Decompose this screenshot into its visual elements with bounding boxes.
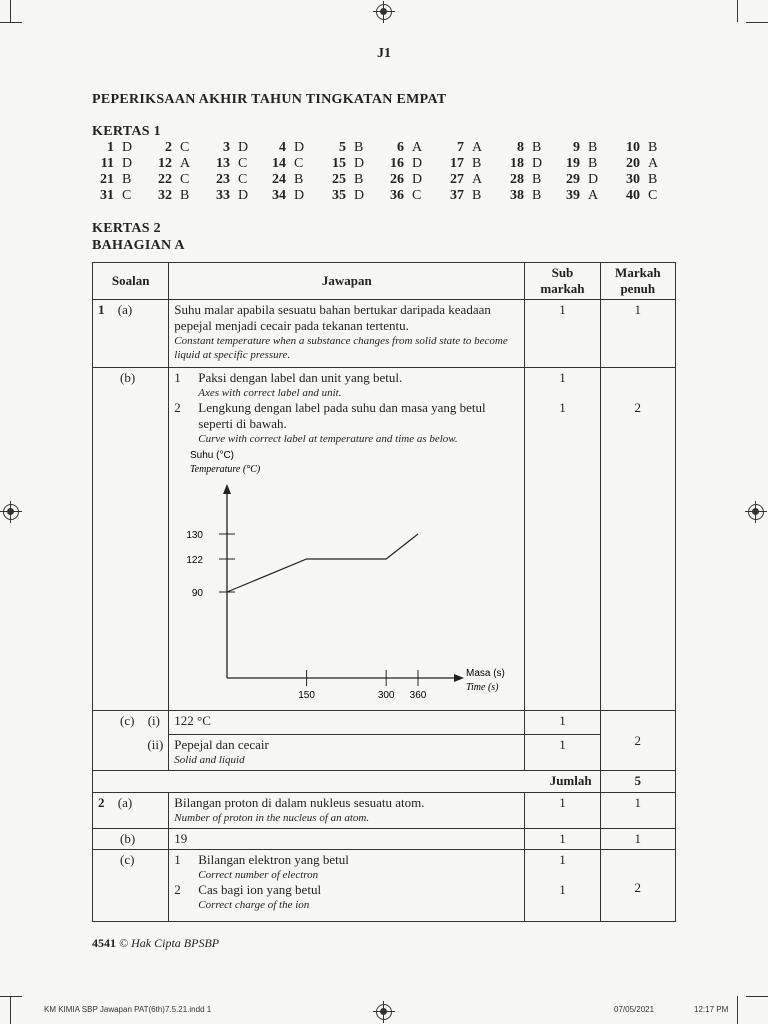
answer-translation: Curve with correct label at temperature and time as below. <box>198 433 458 445</box>
mcq-answer <box>92 140 132 156</box>
total-value: 5 <box>600 771 675 793</box>
full-mark: 1 <box>600 829 675 850</box>
x-tick-label: 150 <box>298 690 316 701</box>
table-row <box>93 793 676 829</box>
question-number: 1 <box>98 302 105 317</box>
mcq-answer <box>442 140 482 156</box>
question-cell <box>93 735 169 771</box>
mcq-question-number: 9 <box>573 140 580 155</box>
mcq-question-number: 25 <box>332 172 346 187</box>
answer-translation: Correct number of electron <box>198 869 319 881</box>
mcq-answer-letter: B <box>588 140 598 155</box>
mcq-question-number: 4 <box>279 140 286 155</box>
table-row <box>93 735 676 771</box>
full-mark <box>600 850 675 922</box>
answer-text: Paksi dengan label dan unit yang betul. <box>198 370 403 385</box>
answer-text: Bilangan elektron yang betul <box>198 852 349 867</box>
mcq-answer-letter: D <box>122 156 133 171</box>
mcq-question-number: 6 <box>397 140 404 155</box>
mcq-answer-letter: C <box>238 156 248 171</box>
answer-translation: Correct charge of the ion <box>198 899 310 911</box>
table-header-row <box>93 263 676 300</box>
mcq-answer-letter: B <box>532 140 542 155</box>
question-part: (c) <box>120 713 135 728</box>
mcq-answer <box>502 140 541 156</box>
mcq-answer-letter: A <box>472 172 483 187</box>
sub-mark-cell <box>525 368 600 711</box>
mcq-question-number: 35 <box>332 188 346 203</box>
mcq-question-number: 2 <box>165 140 172 155</box>
mcq-answer <box>208 172 247 188</box>
x-tick-label: 360 <box>409 690 427 701</box>
item-number: 2 <box>174 882 181 897</box>
mcq-question-number: 24 <box>272 172 286 187</box>
sub-mark: 1 <box>525 711 600 735</box>
full-mark <box>600 711 675 771</box>
question-part: (a) <box>117 302 133 317</box>
mcq-answer <box>502 156 542 172</box>
mcq-question-number: 18 <box>510 156 524 171</box>
full-mark <box>600 368 675 711</box>
y-axis-label: Suhu (°C) <box>190 450 235 461</box>
print-slug-file: KM KIMIA SBP Jawapan PAT(6th)7.5.21.indd 1 <box>44 1005 212 1014</box>
mcq-question-number: 23 <box>216 172 230 187</box>
sub-mark: 1 <box>559 400 566 415</box>
mcq-question-number: 11 <box>100 156 114 171</box>
page-title: PEPERIKSAAN AKHIR TAHUN TINGKATAN EMPAT <box>92 92 447 107</box>
mcq-answer <box>442 188 481 204</box>
question-cell <box>93 711 169 735</box>
item-number: 1 <box>174 370 181 385</box>
mcq-answer <box>618 156 658 172</box>
item-number: 2 <box>174 400 181 415</box>
full-mark-value: 2 <box>634 400 642 415</box>
mcq-question-number: 28 <box>510 172 524 187</box>
x-axis-label: Masa (s) <box>466 668 506 679</box>
mcq-question-number: 31 <box>100 188 114 203</box>
kertas2-heading: KERTAS 2 <box>92 221 161 236</box>
y-axis-label-en: Temperature (°C) <box>190 464 261 475</box>
question-cell <box>93 368 169 711</box>
x-axis-arrow-icon <box>454 674 464 682</box>
mcq-answer-letter: A <box>180 156 191 171</box>
mcq-question-number: 17 <box>450 156 464 171</box>
mcq-question-number: 21 <box>100 172 114 187</box>
mcq-answer-letter: C <box>238 172 248 187</box>
copyright: © Hak Cipta BPSBP <box>119 936 220 950</box>
table-row <box>93 829 676 850</box>
mcq-answer-letter: B <box>532 172 542 187</box>
question-cell <box>93 850 169 922</box>
answer-table <box>92 262 676 922</box>
crop-mark <box>10 0 11 22</box>
mcq-answer <box>324 156 364 172</box>
mcq-question-number: 29 <box>566 172 580 187</box>
total-label: Jumlah <box>93 771 601 793</box>
mcq-answer <box>558 172 598 188</box>
crop-mark <box>737 996 738 1024</box>
mcq-answer <box>618 188 657 204</box>
mcq-question-number: 20 <box>626 156 640 171</box>
mcq-answer-letter: B <box>354 172 364 187</box>
mcq-question-number: 15 <box>332 156 346 171</box>
mcq-answer <box>150 156 190 172</box>
y-tick-label: 130 <box>186 530 204 541</box>
mcq-answer <box>92 156 132 172</box>
mcq-answer-letter: C <box>412 188 422 203</box>
full-mark: 1 <box>600 300 675 368</box>
answer-text: Lengkung dengan label pada suhu dan masa yang betul seperti di bawah. <box>198 400 486 431</box>
mcq-question-number: 27 <box>450 172 464 187</box>
mcq-answer-letter: B <box>648 140 658 155</box>
mcq-answer-letter: C <box>294 156 304 171</box>
question-part: (a) <box>117 795 133 810</box>
question-part: (b) <box>120 370 136 385</box>
kertas1-heading: KERTAS 1 <box>92 124 161 139</box>
sub-mark-cell <box>525 850 600 922</box>
full-mark-value: 2 <box>634 732 642 748</box>
answer-cell <box>169 793 525 829</box>
crop-mark <box>737 0 738 22</box>
mcq-answer-letter: A <box>588 188 599 203</box>
mcq-answer-letter: A <box>472 140 483 155</box>
sub-mark: 1 <box>559 370 566 385</box>
mcq-answer-letter: D <box>238 140 249 155</box>
page-number: J1 <box>377 46 391 61</box>
answer-cell <box>169 735 525 771</box>
section-heading: BAHAGIAN A <box>92 238 185 253</box>
mcq-answer <box>382 156 422 172</box>
mcq-answer-letter: A <box>648 156 659 171</box>
table-row <box>93 711 676 735</box>
mcq-question-number: 5 <box>339 140 346 155</box>
mcq-answer <box>92 172 131 188</box>
mcq-question-number: 26 <box>390 172 404 187</box>
mcq-question-number: 1 <box>107 140 114 155</box>
mcq-question-number: 34 <box>272 188 286 203</box>
registration-mark-icon <box>376 4 392 20</box>
crop-mark <box>0 996 22 997</box>
mcq-answer-letter: D <box>354 188 365 203</box>
mcq-answer-letter: B <box>180 188 190 203</box>
table-row <box>93 300 676 368</box>
mcq-question-number: 32 <box>158 188 172 203</box>
sub-mark: 1 <box>525 300 600 368</box>
y-tick-label: 122 <box>186 555 204 566</box>
mcq-answer <box>324 188 364 204</box>
mcq-answer-letter: B <box>648 172 658 187</box>
mcq-question-number: 22 <box>158 172 172 187</box>
y-axis-arrow-icon <box>223 484 231 494</box>
x-tick-label: 300 <box>378 690 395 701</box>
mcq-answer-letter: C <box>648 188 658 203</box>
mcq-answer-letter: D <box>354 156 365 171</box>
mcq-question-number: 3 <box>223 140 230 155</box>
heating-curve-chart <box>174 446 519 708</box>
mcq-answer-letter: B <box>472 188 482 203</box>
mcq-answer <box>502 172 541 188</box>
question-number: 2 <box>98 795 105 810</box>
mcq-answer-letter: B <box>472 156 482 171</box>
registration-mark-icon <box>748 504 764 520</box>
mcq-question-number: 30 <box>626 172 640 187</box>
mcq-answer-letter: A <box>412 140 423 155</box>
answer-cell <box>169 368 525 711</box>
header-markah-penuh: Markah penuh <box>600 263 675 300</box>
mcq-question-number: 40 <box>626 188 640 203</box>
answer-text: Suhu malar apabila sesuatu bahan bertukar daripada keadaan pepejal menjadi cecair pada tekanan tertentu. <box>174 302 491 333</box>
mcq-answer-letter: B <box>354 140 364 155</box>
mcq-question-number: 12 <box>158 156 172 171</box>
mcq-question-number: 33 <box>216 188 230 203</box>
question-subpart: (i) <box>147 713 160 728</box>
mcq-question-number: 39 <box>566 188 580 203</box>
table-row <box>93 850 676 922</box>
question-cell <box>93 829 169 850</box>
question-part: (b) <box>120 831 136 846</box>
print-slug-date: 07/05/2021 <box>614 1005 655 1014</box>
mcq-answer-letter: D <box>588 172 599 187</box>
mcq-answer <box>150 188 189 204</box>
mcq-answer-letter: D <box>412 156 423 171</box>
mcq-answer <box>150 172 189 188</box>
mcq-answer-letter: D <box>294 140 305 155</box>
mcq-answer-letter: B <box>122 172 132 187</box>
mcq-answer <box>324 172 363 188</box>
sub-mark: 1 <box>525 793 600 829</box>
total-row <box>93 771 676 793</box>
header-soalan: Soalan <box>93 263 169 300</box>
answer-translation: Number of proton in the nucleus of an atom. <box>174 812 370 824</box>
mcq-answer-letter: D <box>532 156 543 171</box>
mcq-answer <box>208 188 248 204</box>
mcq-answer <box>618 140 657 156</box>
mcq-answer <box>150 140 189 156</box>
table-row <box>93 368 676 711</box>
question-subpart: (ii) <box>147 736 164 752</box>
mcq-answer <box>208 140 248 156</box>
mcq-answer-letter: B <box>294 172 304 187</box>
crop-mark <box>746 996 768 997</box>
mcq-question-number: 13 <box>216 156 230 171</box>
answer-translation: Axes with correct label and unit. <box>198 387 342 399</box>
mcq-answer-letter: D <box>122 140 133 155</box>
mcq-question-number: 14 <box>272 156 286 171</box>
answer-cell: 19 <box>169 829 525 850</box>
mcq-answer <box>208 156 247 172</box>
mcq-answer-letter: C <box>122 188 132 203</box>
mcq-answer <box>558 156 597 172</box>
question-part: (c) <box>120 852 135 867</box>
mcq-question-number: 10 <box>626 140 640 155</box>
mcq-answer <box>324 140 363 156</box>
answer-cell <box>169 300 525 368</box>
mcq-question-number: 8 <box>517 140 524 155</box>
item-number: 1 <box>174 852 181 867</box>
mcq-answer <box>264 188 304 204</box>
registration-mark-icon <box>3 504 19 520</box>
mcq-answer-letter: B <box>588 156 598 171</box>
header-jawapan: Jawapan <box>169 263 525 300</box>
sub-mark: 1 <box>559 882 566 897</box>
mcq-answer <box>442 172 482 188</box>
mcq-question-number: 37 <box>450 188 464 203</box>
mcq-answer <box>558 140 597 156</box>
answer-cell <box>169 850 525 922</box>
print-slug-time: 12:17 PM <box>694 1005 729 1014</box>
sub-mark: 1 <box>525 735 600 771</box>
mcq-answer <box>264 140 304 156</box>
mcq-question-number: 16 <box>390 156 404 171</box>
y-tick-label: 90 <box>192 588 204 599</box>
mcq-answer-letter: D <box>412 172 423 187</box>
full-mark: 1 <box>600 793 675 829</box>
mcq-answer-letter: D <box>294 188 305 203</box>
mcq-answer-letter: C <box>180 172 190 187</box>
mcq-answer <box>264 156 303 172</box>
x-axis-label-en: Time (s) <box>466 682 499 693</box>
paper-code: 4541 <box>92 936 116 950</box>
answer-text: Pepejal dan cecair <box>174 737 269 752</box>
mcq-answer <box>92 188 131 204</box>
crop-mark <box>0 22 22 23</box>
mcq-question-number: 38 <box>510 188 524 203</box>
mcq-answer <box>264 172 303 188</box>
footer <box>92 936 219 951</box>
mcq-question-number: 7 <box>457 140 464 155</box>
mcq-answer <box>618 172 657 188</box>
answer-cell: 122 °C <box>169 711 525 735</box>
question-cell <box>93 300 169 368</box>
question-cell <box>93 793 169 829</box>
mcq-answer <box>382 140 422 156</box>
answer-text: Cas bagi ion yang betul <box>198 882 322 897</box>
mcq-question-number: 36 <box>390 188 404 203</box>
header-sub-markah: Sub markah <box>525 263 600 300</box>
mcq-answer-letter: D <box>238 188 249 203</box>
crop-mark <box>10 996 11 1024</box>
crop-mark <box>746 22 768 23</box>
sub-mark: 1 <box>559 852 566 867</box>
mcq-answer-letter: B <box>532 188 542 203</box>
full-mark-value: 2 <box>634 880 642 895</box>
heating-curve-line <box>227 534 418 592</box>
mcq-question-number: 19 <box>566 156 580 171</box>
answer-translation: Solid and liquid <box>174 754 245 766</box>
mcq-answer-letter: C <box>180 140 190 155</box>
answer-translation: Constant temperature when a substance changes from solid state to become liquid at specific pressure. <box>174 335 508 361</box>
registration-mark-icon <box>376 1004 392 1020</box>
mcq-answer <box>558 188 598 204</box>
answer-text: Bilangan proton di dalam nukleus sesuatu atom. <box>174 795 425 810</box>
mcq-answer <box>382 188 421 204</box>
mcq-answer <box>502 188 541 204</box>
mcq-answer <box>442 156 481 172</box>
mcq-answer <box>382 172 422 188</box>
sub-mark: 1 <box>525 829 600 850</box>
